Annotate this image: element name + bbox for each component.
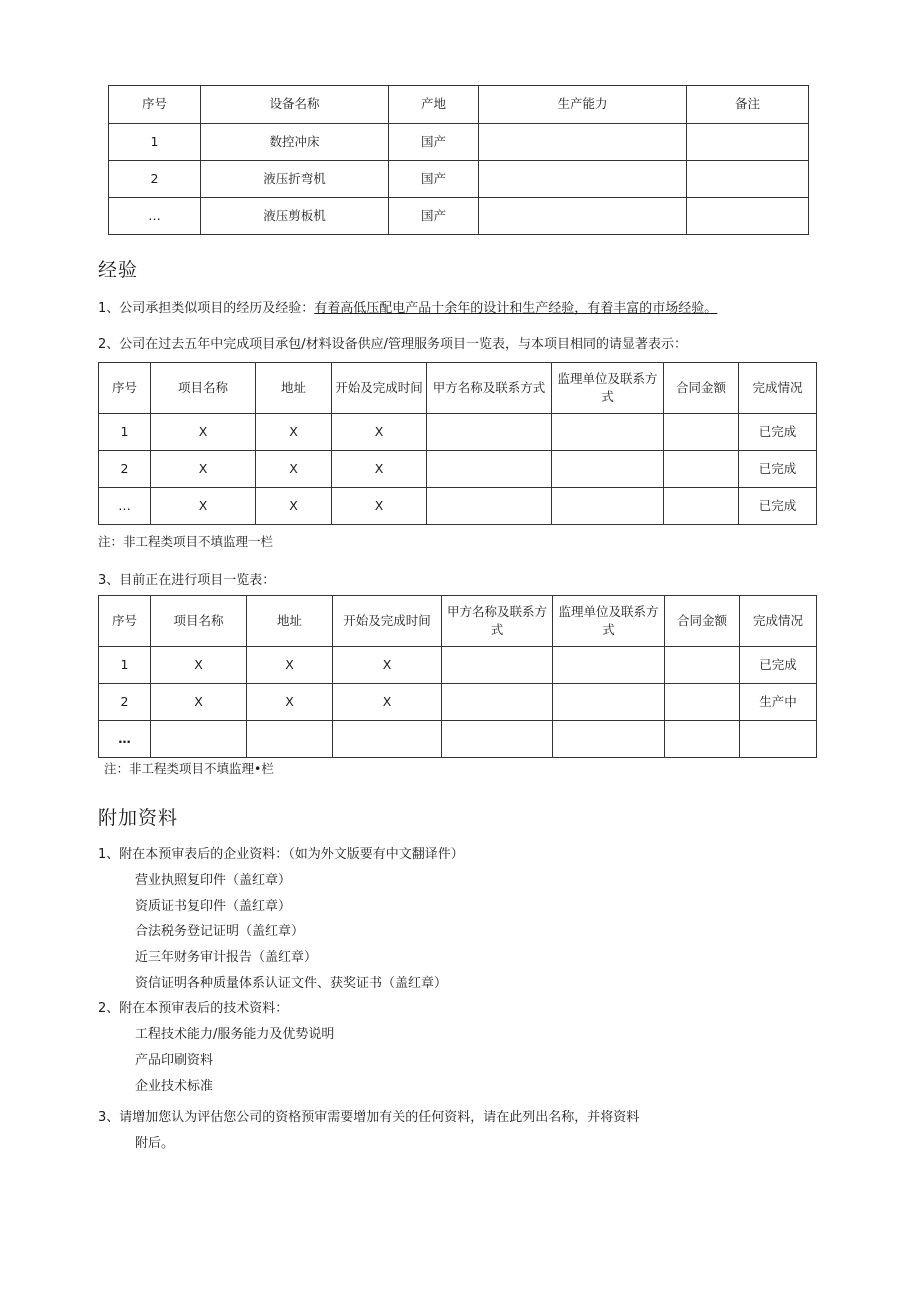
table-cell: 液压剪板机 <box>201 198 389 235</box>
header-cell: 序号 <box>99 363 151 414</box>
header-cell: 产地 <box>389 86 479 124</box>
table-row <box>109 198 809 235</box>
header-cell: 备注 <box>687 86 809 124</box>
table-cell: X <box>151 684 247 721</box>
table-cell: X <box>332 451 427 488</box>
table-cell: … <box>99 488 151 525</box>
table-row <box>99 721 817 758</box>
table-cell <box>664 414 739 451</box>
table-cell <box>553 647 665 684</box>
table-cell: X <box>151 451 256 488</box>
table-cell <box>442 647 553 684</box>
experience-item-3: 3、目前正在进行项目一览表： <box>98 573 276 588</box>
header-cell: 监理单位及联系方式 <box>552 363 664 414</box>
list-item: 工程技术能力/服务能力及优势说明 <box>135 1027 335 1042</box>
attachments-item-3-cont: 附后。 <box>135 1136 175 1151</box>
table-cell: … <box>99 721 151 758</box>
header-cell: 项目名称 <box>151 363 256 414</box>
experience-item-2: 2、公司在过去五年中完成项目承包/材料设备供应/管理服务项目一览表，与本项目相同的请显著表示： <box>98 337 688 352</box>
table-cell: X <box>247 684 333 721</box>
table-cell <box>687 124 809 161</box>
table-row <box>99 414 817 451</box>
header-cell: 甲方名称及联系方式 <box>442 596 553 647</box>
table-cell <box>333 721 442 758</box>
list-item: 资信证明各种质量体系认证文件、获奖证书（盖红章） <box>135 976 448 991</box>
table-cell <box>427 414 552 451</box>
table-cell: X <box>333 647 442 684</box>
list-item: 合法税务登记证明（盖红章） <box>135 924 305 939</box>
header-cell: 合同金额 <box>664 363 739 414</box>
table-cell <box>479 198 687 235</box>
table-cell: 已完成 <box>739 488 817 525</box>
table-cell <box>740 721 817 758</box>
table-row <box>109 161 809 198</box>
table-cell: 生产中 <box>740 684 817 721</box>
table-row <box>99 451 817 488</box>
table-cell <box>552 451 664 488</box>
table-cell <box>687 161 809 198</box>
table-header-row <box>109 86 809 124</box>
list-item: 产品印刷资料 <box>135 1053 214 1068</box>
table-cell <box>665 647 740 684</box>
table-cell: X <box>256 414 332 451</box>
table-cell: 已完成 <box>739 451 817 488</box>
table-cell: 1 <box>109 124 201 161</box>
table-cell <box>687 198 809 235</box>
attachments-item-1: 1、附在本预审表后的企业资料：（如为外文版要有中文翻译件） <box>98 847 464 862</box>
attachments-item-2: 2、附在本预审表后的技术资料： <box>98 1001 289 1016</box>
table-cell <box>664 451 739 488</box>
table-cell <box>427 488 552 525</box>
table-cell: 2 <box>99 451 151 488</box>
table-cell <box>553 721 665 758</box>
experience-item-1 <box>98 297 717 316</box>
table-row <box>99 684 817 721</box>
header-cell: 开始及完成时间 <box>333 596 442 647</box>
table-cell: X <box>256 451 332 488</box>
table-cell <box>552 488 664 525</box>
table-cell <box>151 721 247 758</box>
table-row <box>109 124 809 161</box>
list-item: 资质证书复印件（盖红章） <box>135 899 292 914</box>
table-cell: … <box>109 198 201 235</box>
table-cell: 1 <box>99 414 151 451</box>
table-cell: 1 <box>99 647 151 684</box>
table-cell: X <box>332 488 427 525</box>
table-cell <box>553 684 665 721</box>
table-cell: 国产 <box>389 198 479 235</box>
header-cell: 监理单位及联系方式 <box>553 596 665 647</box>
list-item: 企业技术标准 <box>135 1079 214 1094</box>
table-cell <box>427 451 552 488</box>
table-cell <box>442 721 553 758</box>
ongoing-projects-table <box>98 595 817 758</box>
table-header-row <box>99 596 817 647</box>
header-cell: 开始及完成时间 <box>332 363 427 414</box>
table-cell <box>442 684 553 721</box>
header-cell: 完成情况 <box>739 363 817 414</box>
table-cell: 已完成 <box>739 414 817 451</box>
header-cell: 甲方名称及联系方式 <box>427 363 552 414</box>
table-cell: X <box>151 647 247 684</box>
table-header-row <box>99 363 817 414</box>
table-cell <box>552 414 664 451</box>
table-cell <box>479 124 687 161</box>
table-row <box>99 647 817 684</box>
completed-projects-table <box>98 362 817 525</box>
table-row <box>99 488 817 525</box>
list-item: 营业执照复印件（盖红章） <box>135 873 292 888</box>
header-cell: 项目名称 <box>151 596 247 647</box>
table-cell: 2 <box>109 161 201 198</box>
list-item: 近三年财务审计报告（盖红章） <box>135 950 318 965</box>
table-cell: X <box>256 488 332 525</box>
table-cell: 已完成 <box>740 647 817 684</box>
equipment-table <box>108 85 809 235</box>
note-completed: 注：非工程类项目不填监理一栏 <box>98 534 274 549</box>
header-cell: 地址 <box>247 596 333 647</box>
table-cell: X <box>332 414 427 451</box>
table-cell: 国产 <box>389 161 479 198</box>
item-1-answer: 有着高低压配电产品十余年的设计和生产经验，有着丰富的市场经验。 <box>314 301 718 316</box>
table-cell: 国产 <box>389 124 479 161</box>
experience-heading: 经验 <box>98 259 139 281</box>
table-cell <box>479 161 687 198</box>
table-cell <box>665 721 740 758</box>
attachments-heading: 附加资料 <box>98 807 179 829</box>
header-cell: 地址 <box>256 363 332 414</box>
table-cell: 2 <box>99 684 151 721</box>
header-cell: 合同金额 <box>665 596 740 647</box>
header-cell: 生产能力 <box>479 86 687 124</box>
table-cell: X <box>333 684 442 721</box>
table-cell: X <box>247 647 333 684</box>
note-ongoing: 注：非工程类项目不填监理•栏 <box>104 761 274 776</box>
attachments-item-3: 3、请增加您认为评估您公司的资格预审需要增加有关的任何资料，请在此列出名称，并将资料 <box>98 1110 640 1125</box>
table-cell <box>247 721 333 758</box>
item-1-prefix: 1、公司承担类似项目的经历及经验： <box>98 301 315 316</box>
header-cell: 完成情况 <box>740 596 817 647</box>
table-cell: X <box>151 488 256 525</box>
header-cell: 设备名称 <box>201 86 389 124</box>
table-cell: 数控冲床 <box>201 124 389 161</box>
header-cell: 序号 <box>109 86 201 124</box>
header-cell: 序号 <box>99 596 151 647</box>
table-cell <box>664 488 739 525</box>
table-cell: 液压折弯机 <box>201 161 389 198</box>
table-cell: X <box>151 414 256 451</box>
table-cell <box>665 684 740 721</box>
